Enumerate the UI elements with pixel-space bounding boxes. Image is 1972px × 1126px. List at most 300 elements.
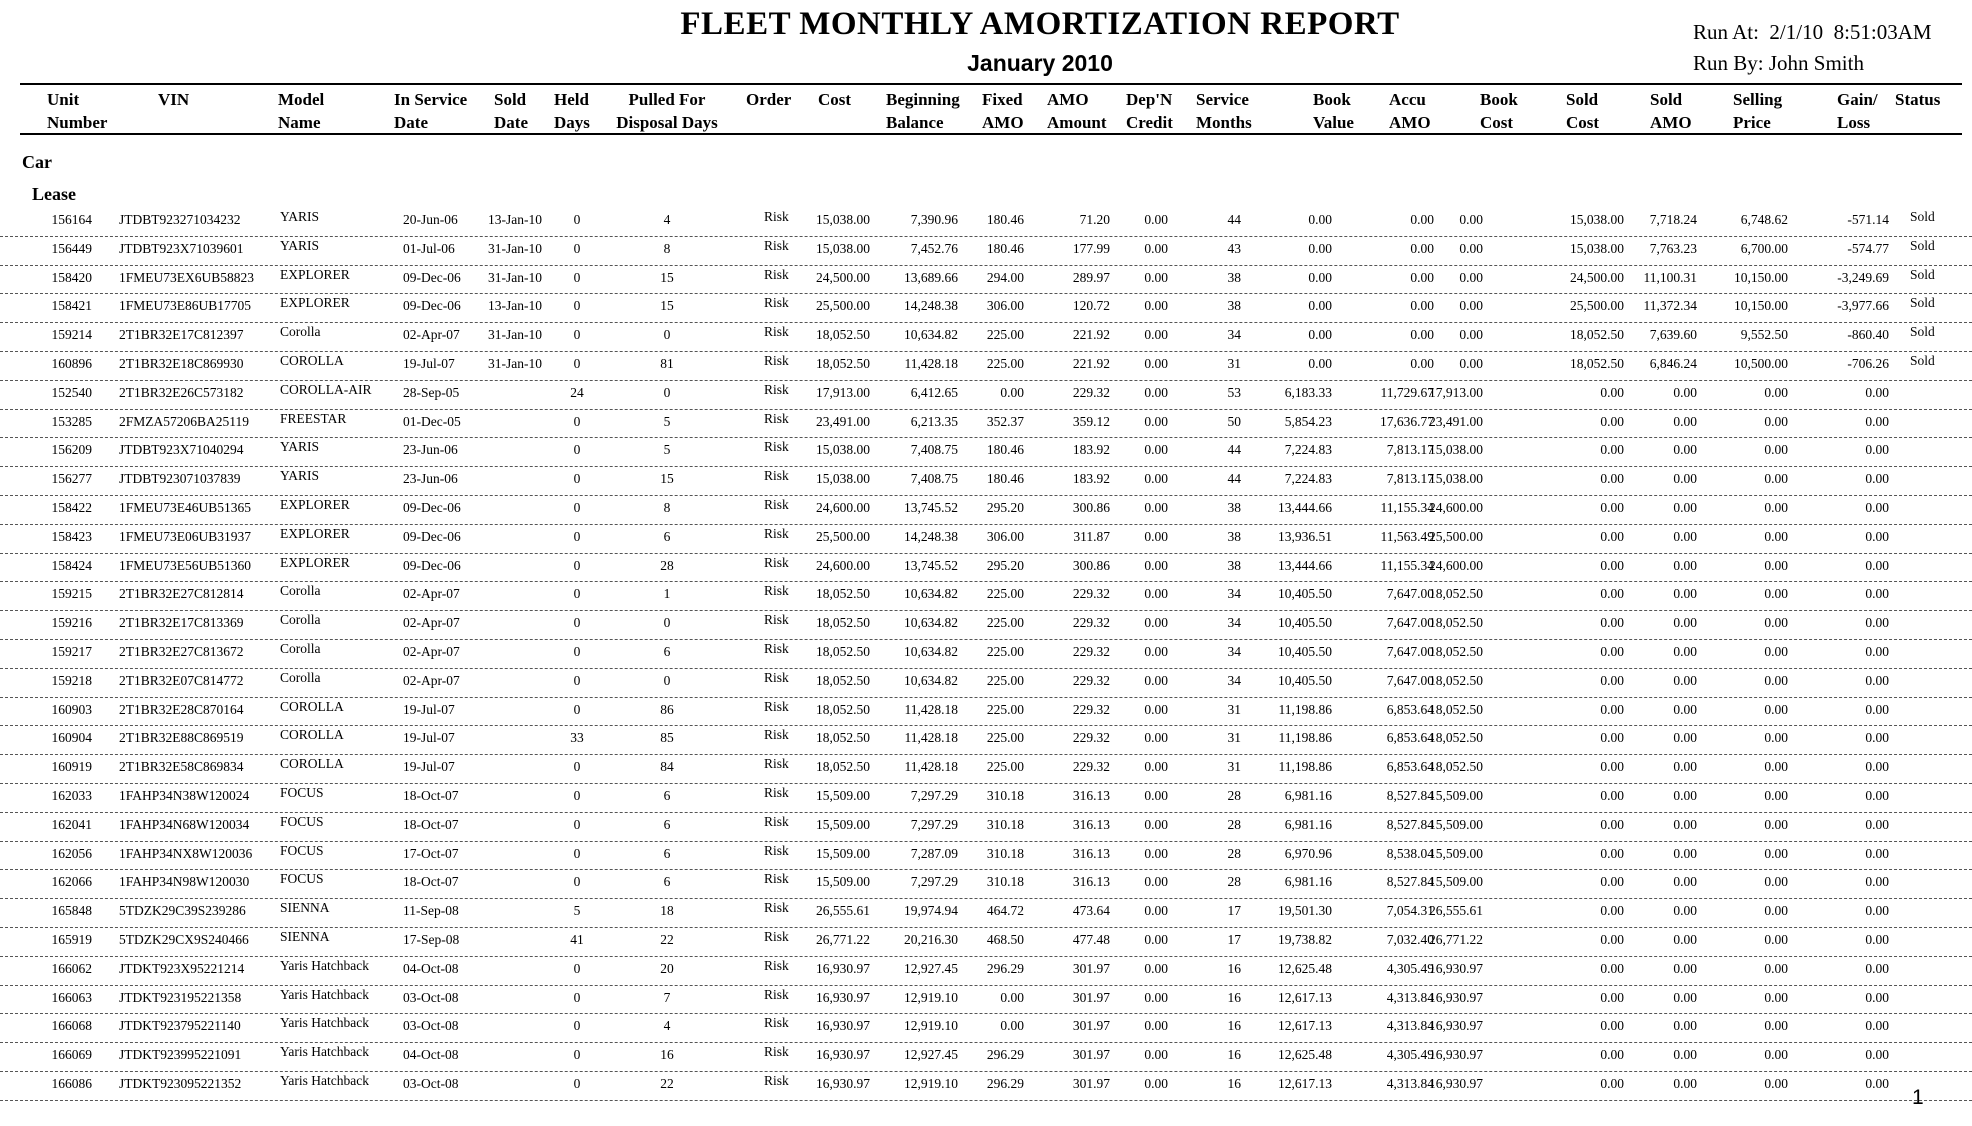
cell-held-days: 0 [573, 845, 581, 861]
cell-accu-amo: 11,155.34 [1380, 499, 1434, 515]
cell-sold-amo: 0.00 [1673, 471, 1697, 487]
cell-depn-credit: 0.00 [1144, 327, 1168, 343]
cell-order: Risk [764, 957, 789, 973]
cell-amo-amount: 301.97 [1072, 1018, 1110, 1034]
cell-unit-number: 166069 [51, 1047, 92, 1063]
cell-amo-amount: 229.32 [1072, 643, 1110, 659]
cell-accu-amo: 7,054.31 [1386, 903, 1434, 919]
cell-in-service-date: 11-Sep-08 [403, 903, 459, 919]
cell-book-value: 6,183.33 [1284, 384, 1332, 400]
cell-held-days: 0 [573, 960, 581, 976]
cell-order: Risk [764, 1044, 789, 1060]
cell-sold-amo: 0.00 [1673, 413, 1697, 429]
cell-order: Risk [764, 324, 789, 340]
cell-model-name: Corolla [280, 324, 321, 340]
cell-depn-credit: 0.00 [1144, 759, 1168, 775]
table-row [0, 467, 1972, 496]
cell-in-service-date: 23-Jun-06 [403, 442, 458, 458]
cell-amo-amount: 229.32 [1072, 615, 1110, 631]
cell-in-service-date: 18-Oct-07 [403, 816, 459, 832]
cell-fixed-amo: 296.29 [986, 1075, 1024, 1091]
cell-accu-amo: 0.00 [1410, 298, 1434, 314]
cell-beginning-balance: 7,297.29 [910, 816, 958, 832]
cell-gain-loss: 0.00 [1865, 845, 1889, 861]
cell-held-days: 5 [573, 903, 581, 919]
cell-order: Risk [764, 381, 789, 397]
cell-pulled-for-disposal-days: 7 [663, 989, 671, 1005]
cell-amo-amount: 183.92 [1072, 471, 1110, 487]
cell-vin: 2T1BR32E18C869930 [119, 355, 244, 371]
col-header-held-days: Held Days [554, 90, 590, 132]
cell-depn-credit: 0.00 [1144, 874, 1168, 890]
cell-sold-amo: 0.00 [1673, 384, 1697, 400]
cell-service-months: 31 [1227, 701, 1241, 717]
cell-accu-amo: 7,647.00 [1386, 643, 1434, 659]
cell-selling-price: 0.00 [1764, 499, 1788, 515]
cell-book-value: 19,501.30 [1278, 903, 1332, 919]
cell-cost: 16,930.97 [816, 1075, 870, 1091]
cell-depn-credit: 0.00 [1144, 989, 1168, 1005]
cell-service-months: 38 [1227, 557, 1241, 573]
cell-accu-amo: 8,538.04 [1386, 845, 1434, 861]
cell-selling-price: 0.00 [1764, 557, 1788, 573]
cell-sold-cost: 0.00 [1600, 701, 1624, 717]
table-row [0, 410, 1972, 439]
data-table [0, 208, 1972, 1101]
cell-amo-amount: 221.92 [1072, 327, 1110, 343]
cell-in-service-date: 09-Dec-06 [403, 298, 461, 314]
cell-accu-amo: 8,527.84 [1386, 787, 1434, 803]
cell-vin: 2T1BR32E17C812397 [119, 327, 244, 343]
cell-fixed-amo: 310.18 [986, 787, 1024, 803]
cell-model-name: Yaris Hatchback [280, 957, 369, 973]
cell-selling-price: 0.00 [1764, 931, 1788, 947]
cell-unit-number: 160904 [51, 730, 92, 746]
cell-vin: 2T1BR32E27C813672 [119, 643, 244, 659]
cell-depn-credit: 0.00 [1144, 212, 1168, 227]
cell-order: Risk [764, 842, 789, 858]
cell-gain-loss: 0.00 [1865, 960, 1889, 976]
cell-book-value: 6,981.16 [1284, 874, 1332, 890]
cell-in-service-date: 23-Jun-06 [403, 471, 458, 487]
cell-sold-cost: 0.00 [1600, 672, 1624, 688]
cell-pulled-for-disposal-days: 22 [660, 931, 674, 947]
cell-gain-loss: -860.40 [1847, 327, 1889, 343]
cell-vin: JTDBT923X71039601 [119, 240, 244, 256]
cell-book-cost: 18,052.50 [1429, 672, 1483, 688]
table-row [0, 899, 1972, 928]
cell-order: Risk [764, 640, 789, 656]
cell-book-cost: 16,930.97 [1429, 1018, 1483, 1034]
table-row [0, 726, 1972, 755]
cell-unit-number: 153285 [51, 413, 92, 429]
cell-book-cost: 24,600.00 [1429, 557, 1483, 573]
cell-book-cost: 18,052.50 [1429, 759, 1483, 775]
cell-selling-price: 0.00 [1764, 586, 1788, 602]
cell-held-days: 0 [573, 874, 581, 890]
cell-pulled-for-disposal-days: 0 [663, 327, 671, 343]
cell-sold-cost: 0.00 [1600, 413, 1624, 429]
cell-cost: 18,052.50 [816, 327, 870, 343]
cell-gain-loss: 0.00 [1865, 672, 1889, 688]
cell-beginning-balance: 12,927.45 [904, 960, 958, 976]
cell-sold-amo: 0.00 [1673, 557, 1697, 573]
cell-accu-amo: 6,853.64 [1386, 701, 1434, 717]
cell-depn-credit: 0.00 [1144, 1047, 1168, 1063]
cell-vin: 5TDZK29C39S239286 [119, 903, 246, 919]
cell-selling-price: 0.00 [1764, 442, 1788, 458]
cell-model-name: Yaris Hatchback [280, 1044, 369, 1060]
cell-amo-amount: 301.97 [1072, 1075, 1110, 1091]
cell-amo-amount: 120.72 [1072, 298, 1110, 314]
cell-fixed-amo: 296.29 [986, 1047, 1024, 1063]
cell-sold-amo: 0.00 [1673, 989, 1697, 1005]
cell-model-name: Corolla [280, 669, 321, 685]
cell-vin: 2T1BR32E26C573182 [119, 384, 244, 400]
cell-book-cost: 16,930.97 [1429, 1075, 1483, 1091]
cell-held-days: 41 [570, 931, 584, 947]
cell-vin: JTDBT923X71040294 [119, 442, 244, 458]
cell-beginning-balance: 20,216.30 [904, 931, 958, 947]
cell-in-service-date: 02-Apr-07 [403, 586, 460, 602]
cell-book-cost: 18,052.50 [1429, 586, 1483, 602]
cell-fixed-amo: 306.00 [986, 528, 1024, 544]
cell-order: Risk [764, 209, 789, 224]
cell-in-service-date: 09-Dec-06 [403, 528, 461, 544]
cell-vin: 2T1BR32E28C870164 [119, 701, 244, 717]
cell-sold-cost: 0.00 [1600, 1047, 1624, 1063]
cell-in-service-date: 18-Oct-07 [403, 874, 459, 890]
cell-accu-amo: 4,305.49 [1386, 1047, 1434, 1063]
cell-vin: 2T1BR32E07C814772 [119, 672, 244, 688]
cell-held-days: 0 [573, 1075, 581, 1091]
cell-amo-amount: 229.32 [1072, 384, 1110, 400]
cell-selling-price: 10,150.00 [1734, 298, 1788, 314]
table-row [0, 208, 1972, 237]
cell-status: Sold [1910, 295, 1935, 311]
cell-beginning-balance: 14,248.38 [904, 298, 958, 314]
cell-unit-number: 156209 [51, 442, 92, 458]
cell-order: Risk [764, 583, 789, 599]
cell-model-name: COROLLA-AIR [280, 381, 372, 397]
cell-model-name: EXPLORER [280, 496, 350, 512]
cell-accu-amo: 8,527.84 [1386, 816, 1434, 832]
cell-cost: 25,500.00 [816, 298, 870, 314]
table-row [0, 266, 1972, 295]
cell-sold-amo: 0.00 [1673, 960, 1697, 976]
cell-beginning-balance: 11,428.18 [904, 730, 958, 746]
cell-book-value: 0.00 [1308, 269, 1332, 285]
cell-depn-credit: 0.00 [1144, 701, 1168, 717]
cell-unit-number: 165919 [51, 931, 92, 947]
cell-unit-number: 160903 [51, 701, 92, 717]
cell-service-months: 28 [1227, 816, 1241, 832]
cell-cost: 26,555.61 [816, 903, 870, 919]
cell-unit-number: 158421 [51, 298, 92, 314]
cell-fixed-amo: 306.00 [986, 298, 1024, 314]
cell-amo-amount: 477.48 [1072, 931, 1110, 947]
cell-gain-loss: 0.00 [1865, 499, 1889, 515]
cell-beginning-balance: 7,287.09 [910, 845, 958, 861]
cell-cost: 24,600.00 [816, 557, 870, 573]
cell-model-name: FOCUS [280, 842, 324, 858]
cell-book-value: 13,444.66 [1278, 499, 1332, 515]
cell-depn-credit: 0.00 [1144, 643, 1168, 659]
cell-model-name: COROLLA [280, 352, 344, 368]
run-by: Run By: John Smith [1693, 51, 1864, 75]
cell-selling-price: 0.00 [1764, 960, 1788, 976]
cell-model-name: FOCUS [280, 871, 324, 887]
cell-gain-loss: -706.26 [1847, 355, 1889, 371]
cell-vin: JTDKT923995221091 [119, 1047, 242, 1063]
cell-held-days: 0 [573, 413, 581, 429]
cell-beginning-balance: 10,634.82 [904, 327, 958, 343]
cell-vin: 2T1BR32E88C869519 [119, 730, 244, 746]
cell-unit-number: 160896 [51, 355, 92, 371]
cell-cost: 18,052.50 [816, 730, 870, 746]
cell-pulled-for-disposal-days: 16 [660, 1047, 674, 1063]
cell-selling-price: 6,748.62 [1740, 212, 1788, 227]
cell-gain-loss: -571.14 [1847, 212, 1889, 227]
cell-service-months: 38 [1227, 499, 1241, 515]
cell-depn-credit: 0.00 [1144, 471, 1168, 487]
cell-held-days: 0 [573, 1018, 581, 1034]
cell-fixed-amo: 0.00 [1000, 989, 1024, 1005]
cell-book-value: 12,625.48 [1278, 960, 1332, 976]
cell-book-value: 13,444.66 [1278, 557, 1332, 573]
cell-pulled-for-disposal-days: 0 [663, 384, 671, 400]
cell-vin: JTDKT923X95221214 [119, 960, 245, 976]
table-row [0, 525, 1972, 554]
cell-unit-number: 159218 [51, 672, 92, 688]
cell-pulled-for-disposal-days: 5 [663, 413, 671, 429]
cell-sold-date: 13-Jan-10 [488, 212, 542, 227]
col-header-book-cost: Book Cost [1480, 90, 1518, 132]
cell-beginning-balance: 12,919.10 [904, 1075, 958, 1091]
col-header-service-months: Service Months [1196, 90, 1252, 132]
cell-amo-amount: 300.86 [1072, 499, 1110, 515]
cell-accu-amo: 7,647.00 [1386, 615, 1434, 631]
cell-book-value: 10,405.50 [1278, 643, 1332, 659]
cell-gain-loss: -3,977.66 [1837, 298, 1889, 314]
cell-fixed-amo: 225.00 [986, 730, 1024, 746]
table-row [0, 237, 1972, 266]
cell-sold-amo: 11,100.31 [1643, 269, 1697, 285]
cell-model-name: Corolla [280, 640, 321, 656]
cell-sold-date: 31-Jan-10 [488, 240, 542, 256]
cell-selling-price: 0.00 [1764, 528, 1788, 544]
cell-beginning-balance: 7,297.29 [910, 874, 958, 890]
cell-service-months: 16 [1227, 989, 1241, 1005]
cell-sold-amo: 0.00 [1673, 787, 1697, 803]
cell-held-days: 0 [573, 557, 581, 573]
cell-in-service-date: 02-Apr-07 [403, 615, 460, 631]
cell-model-name: COROLLA [280, 698, 344, 714]
cell-gain-loss: -3,249.69 [1837, 269, 1889, 285]
table-row [0, 986, 1972, 1015]
cell-held-days: 0 [573, 615, 581, 631]
cell-book-value: 12,617.13 [1278, 1018, 1332, 1034]
cell-depn-credit: 0.00 [1144, 240, 1168, 256]
cell-order: Risk [764, 410, 789, 426]
cell-book-value: 12,617.13 [1278, 989, 1332, 1005]
cell-book-cost: 0.00 [1459, 240, 1483, 256]
cell-unit-number: 159215 [51, 586, 92, 602]
cell-selling-price: 0.00 [1764, 701, 1788, 717]
cell-gain-loss: 0.00 [1865, 615, 1889, 631]
cell-in-service-date: 03-Oct-08 [403, 1075, 459, 1091]
cell-depn-credit: 0.00 [1144, 730, 1168, 746]
cell-sold-amo: 0.00 [1673, 759, 1697, 775]
col-header-amo-amount: AMO Amount [1047, 90, 1107, 132]
cell-book-value: 0.00 [1308, 240, 1332, 256]
cell-sold-cost: 0.00 [1600, 643, 1624, 659]
cell-in-service-date: 09-Dec-06 [403, 269, 461, 285]
cell-vin: JTDKT923195221358 [119, 989, 242, 1005]
cell-held-days: 0 [573, 586, 581, 602]
cell-gain-loss: 0.00 [1865, 989, 1889, 1005]
cell-service-months: 31 [1227, 759, 1241, 775]
cell-status: Sold [1910, 324, 1935, 340]
cell-book-value: 0.00 [1308, 355, 1332, 371]
cell-sold-cost: 0.00 [1600, 874, 1624, 890]
cell-amo-amount: 229.32 [1072, 586, 1110, 602]
cell-sold-cost: 0.00 [1600, 845, 1624, 861]
cell-held-days: 24 [570, 384, 584, 400]
cell-book-value: 7,224.83 [1284, 471, 1332, 487]
cell-order: Risk [764, 468, 789, 484]
cell-selling-price: 0.00 [1764, 1018, 1788, 1034]
cell-book-cost: 16,930.97 [1429, 1047, 1483, 1063]
cell-order: Risk [764, 900, 789, 916]
cell-unit-number: 159217 [51, 643, 92, 659]
cell-model-name: SIENNA [280, 928, 330, 944]
cell-depn-credit: 0.00 [1144, 615, 1168, 631]
cell-held-days: 0 [573, 240, 581, 256]
cell-sold-cost: 18,052.50 [1570, 355, 1624, 371]
cell-cost: 15,509.00 [816, 787, 870, 803]
cell-sold-cost: 0.00 [1600, 586, 1624, 602]
cell-depn-credit: 0.00 [1144, 442, 1168, 458]
cell-vin: JTDKT923095221352 [119, 1075, 242, 1091]
table-row [0, 870, 1972, 899]
col-header-sold-date: Sold Date [494, 90, 528, 132]
cell-fixed-amo: 225.00 [986, 759, 1024, 775]
cell-sold-cost: 0.00 [1600, 1018, 1624, 1034]
cell-pulled-for-disposal-days: 6 [663, 845, 671, 861]
cell-cost: 17,913.00 [816, 384, 870, 400]
cell-book-value: 11,198.86 [1278, 730, 1332, 746]
cell-unit-number: 165848 [51, 903, 92, 919]
cell-model-name: FOCUS [280, 813, 324, 829]
cell-amo-amount: 316.13 [1072, 874, 1110, 890]
cell-selling-price: 0.00 [1764, 1047, 1788, 1063]
cell-vin: 1FAHP34N98W120030 [119, 874, 250, 890]
table-row [0, 582, 1972, 611]
cell-depn-credit: 0.00 [1144, 672, 1168, 688]
cell-in-service-date: 19-Jul-07 [403, 730, 455, 746]
cell-fixed-amo: 180.46 [986, 442, 1024, 458]
cell-beginning-balance: 13,689.66 [904, 269, 958, 285]
cell-in-service-date: 09-Dec-06 [403, 557, 461, 573]
header-top-rule [20, 83, 1962, 85]
table-row [0, 352, 1972, 381]
cell-cost: 18,052.50 [816, 355, 870, 371]
cell-pulled-for-disposal-days: 15 [660, 471, 674, 487]
cell-held-days: 0 [573, 499, 581, 515]
cell-fixed-amo: 295.20 [986, 499, 1024, 515]
cell-beginning-balance: 13,745.52 [904, 557, 958, 573]
cell-sold-amo: 0.00 [1673, 586, 1697, 602]
table-row [0, 755, 1972, 784]
header-bottom-rule [20, 133, 1962, 135]
cell-service-months: 34 [1227, 586, 1241, 602]
cell-sold-cost: 0.00 [1600, 787, 1624, 803]
cell-order: Risk [764, 986, 789, 1002]
cell-service-months: 16 [1227, 960, 1241, 976]
cell-pulled-for-disposal-days: 28 [660, 557, 674, 573]
cell-accu-amo: 4,313.84 [1386, 1075, 1434, 1091]
cell-accu-amo: 4,313.84 [1386, 989, 1434, 1005]
cell-held-days: 0 [573, 1047, 581, 1063]
cell-unit-number: 158423 [51, 528, 92, 544]
cell-gain-loss: 0.00 [1865, 816, 1889, 832]
cell-depn-credit: 0.00 [1144, 787, 1168, 803]
cell-amo-amount: 183.92 [1072, 442, 1110, 458]
cell-service-months: 16 [1227, 1075, 1241, 1091]
cell-sold-amo: 11,372.34 [1643, 298, 1697, 314]
cell-beginning-balance: 6,412.65 [910, 384, 958, 400]
cell-model-name: EXPLORER [280, 295, 350, 311]
cell-book-value: 19,738.82 [1278, 931, 1332, 947]
cell-order: Risk [764, 237, 789, 253]
cell-sold-date: 31-Jan-10 [488, 355, 542, 371]
cell-beginning-balance: 10,634.82 [904, 672, 958, 688]
cell-order: Risk [764, 496, 789, 512]
cell-in-service-date: 19-Jul-07 [403, 355, 455, 371]
cell-book-cost: 16,930.97 [1429, 960, 1483, 976]
cell-depn-credit: 0.00 [1144, 499, 1168, 515]
table-row [0, 957, 1972, 986]
cell-sold-cost: 0.00 [1600, 499, 1624, 515]
cell-book-value: 0.00 [1308, 212, 1332, 227]
table-row [0, 1014, 1972, 1043]
cell-pulled-for-disposal-days: 0 [663, 615, 671, 631]
cell-book-cost: 23,491.00 [1429, 413, 1483, 429]
cell-sold-amo: 0.00 [1673, 528, 1697, 544]
cell-service-months: 44 [1227, 212, 1241, 227]
cell-beginning-balance: 12,927.45 [904, 1047, 958, 1063]
cell-sold-cost: 0.00 [1600, 931, 1624, 947]
cell-beginning-balance: 7,297.29 [910, 787, 958, 803]
col-header-depn-credit: Dep'N Credit [1126, 90, 1173, 132]
cell-selling-price: 0.00 [1764, 615, 1788, 631]
cell-book-cost: 0.00 [1459, 327, 1483, 343]
cell-sold-date: 31-Jan-10 [488, 327, 542, 343]
cell-fixed-amo: 225.00 [986, 615, 1024, 631]
cell-service-months: 16 [1227, 1047, 1241, 1063]
cell-in-service-date: 03-Oct-08 [403, 1018, 459, 1034]
cell-depn-credit: 0.00 [1144, 413, 1168, 429]
table-row [0, 323, 1972, 352]
cell-cost: 24,500.00 [816, 269, 870, 285]
group-label: Car [22, 152, 52, 172]
table-row [0, 1072, 1972, 1101]
cell-accu-amo: 0.00 [1410, 355, 1434, 371]
col-header-status: Status [1895, 90, 1941, 109]
cell-sold-cost: 0.00 [1600, 384, 1624, 400]
cell-fixed-amo: 352.37 [986, 413, 1024, 429]
